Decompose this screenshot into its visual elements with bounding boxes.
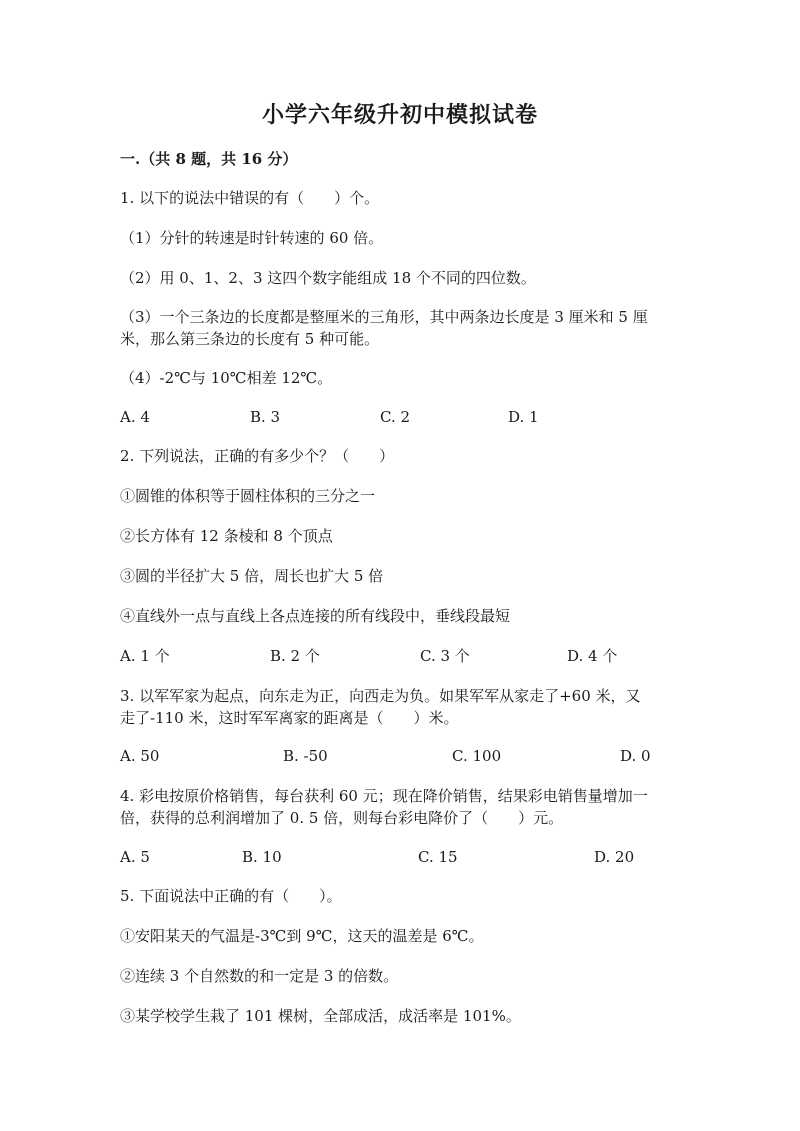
question-2-statement-4: ④直线外一点与直线上各点连接的所有线段中，垂线段最短 bbox=[120, 607, 511, 625]
option-b: B. 2 个 bbox=[270, 647, 320, 665]
question-2-statement-1: ①圆锥的体积等于圆柱体积的三分之一 bbox=[120, 487, 376, 505]
question-4-stem: 4. 彩电按原价格销售，每台获利 60 元；现在降价销售，结果彩电销售量增加一 bbox=[120, 787, 648, 805]
option-c: C. 3 个 bbox=[420, 647, 470, 665]
section-heading: 一.（共 8 题，共 16 分） bbox=[120, 150, 298, 168]
question-5-statement-2: ②连续 3 个自然数的和一定是 3 的倍数。 bbox=[120, 967, 399, 985]
option-d: D. 1 bbox=[508, 408, 539, 426]
question-2-statement-2: ②长方体有 12 条棱和 8 个顶点 bbox=[120, 527, 333, 545]
page-title: 小学六年级升初中模拟试卷 bbox=[261, 102, 538, 128]
question-5-statement-1: ①安阳某天的气温是-3℃到 9℃，这天的温差是 6℃。 bbox=[120, 927, 484, 945]
option-c: C. 2 bbox=[380, 408, 411, 426]
question-1-statement-2: （2）用 0、1、2、3 这四个数字能组成 18 个不同的四位数。 bbox=[120, 269, 536, 287]
question-1-statement-3-cont: 米，那么第三条边的长度有 5 种可能。 bbox=[120, 330, 380, 348]
question-1-stem: 1. 以下的说法中错误的有（ ）个。 bbox=[120, 189, 380, 207]
option-d: D. 20 bbox=[594, 848, 635, 866]
question-1-statement-3: （3）一个三条边的长度都是整厘米的三角形，其中两条边长度是 3 厘米和 5 厘 bbox=[120, 308, 648, 326]
question-4-options bbox=[120, 845, 680, 869]
option-d: D. 4 个 bbox=[567, 647, 618, 665]
question-5-stem: 5. 下面说法中正确的有（ ）。 bbox=[120, 887, 342, 905]
question-2-options bbox=[120, 644, 680, 668]
option-a: A. 5 bbox=[120, 848, 150, 866]
option-d: D. 0 bbox=[620, 747, 651, 765]
question-1-statement-4: （4）-2℃与 10℃相差 12℃。 bbox=[120, 369, 333, 387]
option-a: A. 4 bbox=[120, 408, 150, 426]
option-a: A. 1 个 bbox=[120, 647, 170, 665]
option-b: B. 10 bbox=[242, 848, 282, 866]
question-4-stem-cont: 倍，获得的总利润增加了 0. 5 倍，则每台彩电降价了（ ）元。 bbox=[120, 809, 564, 827]
question-2-stem: 2. 下列说法，正确的有多少个？（ ） bbox=[120, 447, 395, 465]
option-c: C. 15 bbox=[418, 848, 458, 866]
question-1-statement-1: （1）分针的转速是时针转速的 60 倍。 bbox=[120, 229, 384, 247]
question-3-stem: 3. 以军军家为起点，向东走为正，向西走为负。如果军军从家走了+60 米，又 bbox=[120, 687, 641, 705]
question-5-statement-3: ③某学校学生栽了 101 棵树，全部成活，成活率是 101%。 bbox=[120, 1007, 521, 1025]
option-c: C. 100 bbox=[452, 747, 502, 765]
question-1-options bbox=[120, 405, 680, 429]
option-b: B. -50 bbox=[283, 747, 328, 765]
question-3-options bbox=[120, 744, 680, 768]
option-a: A. 50 bbox=[120, 747, 160, 765]
option-b: B. 3 bbox=[250, 408, 281, 426]
question-3-stem-cont: 走了-110 米，这时军军离家的距离是（ ）米。 bbox=[120, 709, 459, 727]
question-2-statement-3: ③圆的半径扩大 5 倍，周长也扩大 5 倍 bbox=[120, 567, 384, 585]
